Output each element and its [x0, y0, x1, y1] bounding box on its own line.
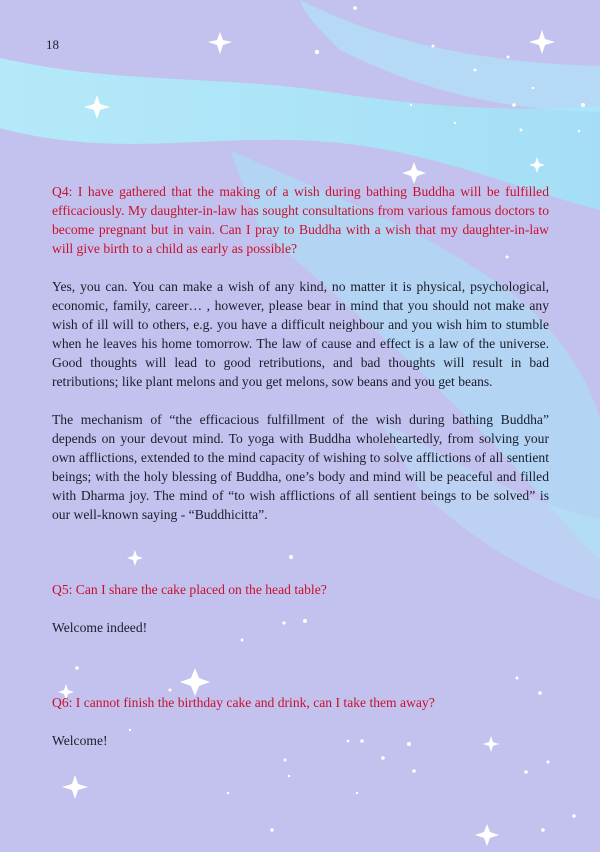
q6-question: Q6: I cannot finish the birthday cake and drink, can I take them away? [52, 695, 435, 710]
page-number: 18 [46, 37, 59, 52]
q6-answer: Welcome! [52, 733, 108, 748]
q4-question: Q4: I have gathered that the making of a wish during bathing Buddha will be fulfilled efficaciously. My daughter-in-law has sought consultations from various famous doctors to become pregnant but in vain. Can I pray to Buddha with a wish that my daughter-in-law will give birth to a child as early as possible? [52, 184, 549, 256]
q5-answer: Welcome indeed! [52, 620, 148, 635]
q4-answer-paragraph-2: The mechanism of “the efficacious fulfillment of the wish during bathing Buddha” depends on your devout mind. To yoga with Buddha wholeheartedly, from solving your own afflictions, extended to the mind capacity of wishing to solve afflictions of all sentient beings; with the holy blessing of Buddha, one’s body and mind will be peaceful and filled with Dharma joy. The mind of “to wish afflictions of all sentient beings to be solved” is our well-known saying - “Buddhicitta”. [52, 412, 549, 522]
q5-question: Q5: Can I share the cake placed on the head table? [52, 582, 327, 597]
q4-answer-paragraph-1: Yes, you can. You can make a wish of any kind, no matter it is physical, psychological, economic, family, career… , however, please bear in mind that you should not make any wish of ill will to others, e.g. you have a difficult neighbour and you wish him to stumble when he leaves his home tomorrow. The law of cause and effect is a law of the universe. Good thoughts will lead to good retributions, and bad thoughts will result in bad retributions; like plant melons and you get melons, sow beans and you get beans. [52, 279, 549, 389]
